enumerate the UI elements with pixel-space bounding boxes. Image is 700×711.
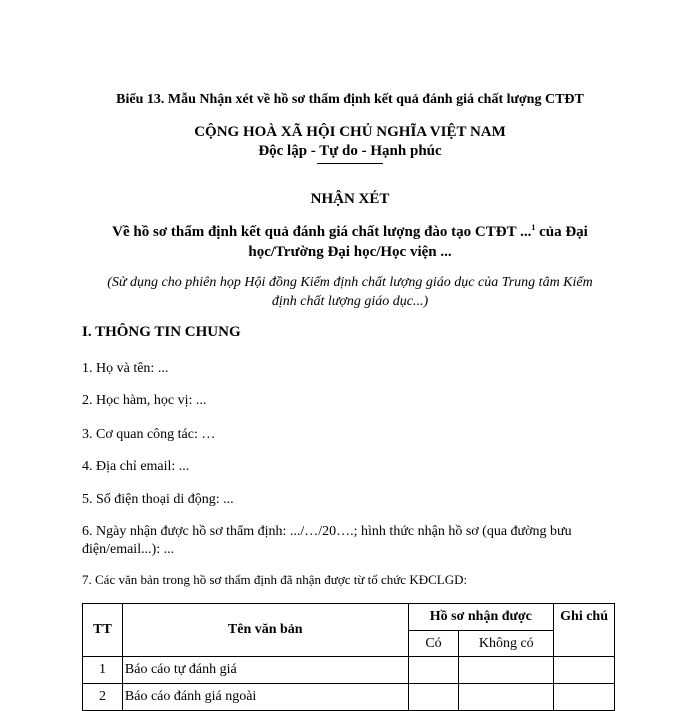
info-item-name: 1. Họ và tên: ... [82,361,169,376]
usage-note-line-1: (Sử dụng cho phiên họp Hội đồng Kiểm định chất lượng giáo dục của Trung tâm Kiểm [107,275,593,290]
info-item-email: 4. Địa chỉ email: ... [82,459,190,474]
row-document-name: Báo cáo đánh giá ngoài [122,684,408,711]
documents-table [82,603,615,711]
usage-note-line-2: định chất lượng giáo dục...) [271,294,429,309]
info-item-phone: 5. Số điện thoại di động: ... [82,492,234,507]
col-header-received: Hồ sơ nhận được [408,604,554,631]
row-no-cell [459,657,554,684]
row-note-cell [554,684,615,711]
row-note-cell [554,657,615,684]
info-item-degree: 2. Học hàm, học vị: ... [82,393,207,408]
col-header-name: Tên văn bản [122,604,408,657]
subheader-no: Không có [459,631,554,657]
nation-title: CỘNG HOÀ XÃ HỘI CHỦ NGHĨA VIỆT NAM [194,124,506,140]
motto-underline [317,163,383,164]
footnote-marker: 1 [531,223,536,232]
info-item-received-date: 6. Ngày nhận được hồ sơ thẩm định: .../…/20….; hình thức nhận hồ sơ (qua đường bưu [82,524,572,539]
section-title: I. THÔNG TIN CHUNG [82,324,241,340]
subheader-yes: Có [408,631,459,657]
row-yes-cell [408,684,459,711]
subject-line-1 [70,223,630,242]
table-row [83,684,615,711]
row-number: 1 [83,657,123,684]
info-item-received-date-cont: điện/email...): ... [82,542,175,557]
info-item-workplace: 3. Cơ quan công tác: … [82,427,216,442]
row-number: 2 [83,684,123,711]
subject-line-2: học/Trường Đại học/Học viện ... [248,244,452,260]
document-heading: NHẬN XÉT [310,191,390,207]
form-title: Biểu 13. Mẫu Nhận xét về hồ sơ thẩm định kết quả đánh giá chất lượng CTĐT [116,92,584,107]
row-no-cell [459,684,554,711]
row-yes-cell [408,657,459,684]
col-header-note: Ghi chú [554,604,615,657]
table-row [83,657,615,684]
subject-text-end: của Đại [535,224,588,240]
motto: Độc lập - Tự do - Hạnh phúc [258,143,442,159]
info-item-documents: 7. Các văn bản trong hồ sơ thẩm định đã nhận được từ tổ chức KĐCLGD: [82,572,468,587]
row-document-name: Báo cáo tự đánh giá [122,657,408,684]
subject-text: Về hồ sơ thẩm định kết quả đánh giá chất lượng đào tạo CTĐT ... [112,224,532,240]
col-header-tt: TT [83,604,123,657]
